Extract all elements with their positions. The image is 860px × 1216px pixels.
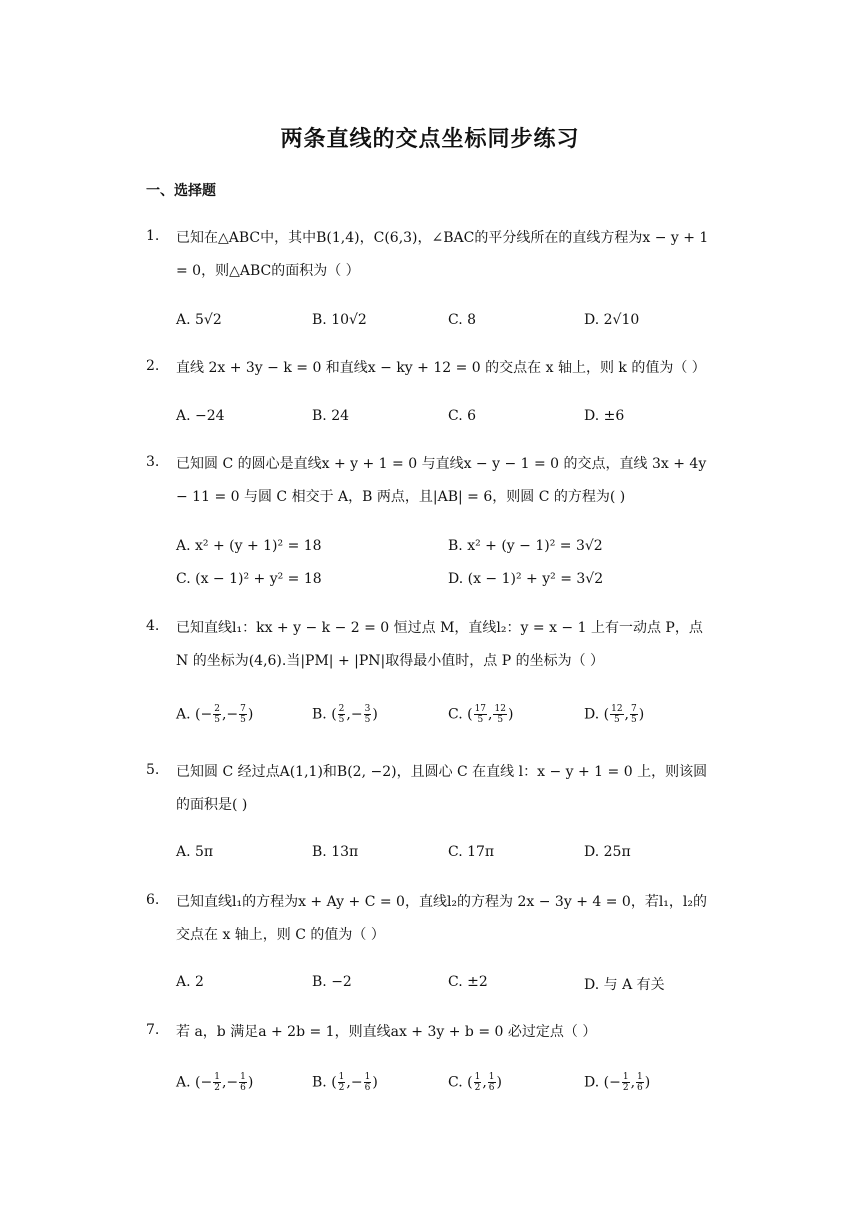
question-2 bbox=[146, 352, 716, 385]
option-d: D. (x − 1)² + y² = 3√2 bbox=[448, 571, 604, 587]
denominator: 5 bbox=[240, 715, 246, 725]
numerator: 17 bbox=[474, 704, 487, 714]
option-a: A. 2 bbox=[176, 974, 204, 990]
sign: − bbox=[609, 1074, 621, 1091]
denominator: 6 bbox=[240, 1083, 246, 1093]
option-c: C. ( $\frac{1}{2}$ , $\frac{1}{6}$ ) bbox=[448, 1072, 502, 1093]
numerator: 1 bbox=[488, 1072, 495, 1082]
option-prefix: A. ( bbox=[176, 1074, 201, 1091]
sign: − bbox=[226, 706, 239, 723]
question-4 bbox=[146, 612, 716, 678]
question-number: 6. bbox=[146, 892, 160, 908]
option-c: C. 6 bbox=[448, 408, 477, 424]
numerator: 1 bbox=[474, 1072, 481, 1082]
option-b: B. x² + (y − 1)² = 3√2 bbox=[448, 538, 603, 554]
option-a: A. x² + (y + 1)² = 18 bbox=[176, 538, 322, 554]
question-text: 已知圆 C 经过点A(1,1)和B(2, −2)，且圆心 C 在直线 l：x − y + 1 = 0 上，则该圆的面积是( ) bbox=[176, 764, 708, 813]
option-c: C. 8 bbox=[448, 312, 477, 328]
denominator: 2 bbox=[338, 1083, 345, 1093]
option-c: C. ±2 bbox=[448, 974, 488, 990]
fraction bbox=[610, 704, 623, 725]
question-number: 5. bbox=[146, 762, 160, 778]
sign: − bbox=[350, 1074, 363, 1091]
question-3 bbox=[146, 448, 716, 514]
denominator: 5 bbox=[477, 715, 484, 725]
denominator: 5 bbox=[613, 715, 620, 725]
fraction bbox=[488, 1072, 496, 1093]
page-title: 两条直线的交点坐标同步练习 bbox=[280, 127, 580, 152]
denominator: 2 bbox=[474, 1083, 481, 1093]
section-heading: 一、选择题 bbox=[146, 183, 216, 199]
option-prefix: C. ( bbox=[448, 706, 473, 723]
denominator: 5 bbox=[214, 715, 220, 725]
option-d: D. 与 A 有关 bbox=[584, 977, 665, 993]
fraction bbox=[474, 1072, 482, 1093]
fraction bbox=[239, 1072, 247, 1093]
question-number: 7. bbox=[146, 1022, 160, 1038]
fraction bbox=[338, 1072, 346, 1093]
fraction bbox=[213, 704, 221, 725]
option-prefix: C. ( bbox=[448, 1074, 473, 1091]
question-number: 3. bbox=[146, 454, 160, 470]
question-number: 2. bbox=[146, 358, 160, 374]
numerator: 1 bbox=[637, 1072, 643, 1082]
numerator: 12 bbox=[611, 704, 623, 714]
option-d: D. (− $\frac{1}{2}$ , $\frac{1}{6}$ ) bbox=[584, 1072, 651, 1093]
fraction bbox=[493, 704, 506, 725]
fraction bbox=[630, 704, 638, 725]
option-b: B. 24 bbox=[312, 408, 350, 424]
question-text: 已知直线l₁的方程为x + Ay + C = 0，直线l₂的方程为 2x − 3y + 4 = 0，若l₁，l₂的交点在 x 轴上，则 C 的值为（ ） bbox=[176, 894, 707, 943]
option-prefix: B. ( bbox=[312, 706, 337, 723]
option-prefix: D. ( bbox=[584, 1074, 610, 1091]
denominator: 6 bbox=[364, 1083, 371, 1093]
sign: − bbox=[200, 706, 213, 723]
denominator: 5 bbox=[364, 715, 371, 725]
numerator: 12 bbox=[494, 704, 506, 714]
question-number: 1. bbox=[146, 228, 160, 244]
option-d: D. 25π bbox=[584, 844, 631, 860]
sign: − bbox=[226, 1074, 239, 1091]
numerator: 1 bbox=[214, 1072, 220, 1082]
option-b: B. ( $\frac{1}{2}$ ,− $\frac{1}{6}$ ) bbox=[312, 1072, 378, 1093]
fraction bbox=[364, 1072, 372, 1093]
question-7 bbox=[146, 1016, 716, 1049]
fraction bbox=[622, 1072, 630, 1093]
option-b: B. 10√2 bbox=[312, 312, 367, 328]
numerator: 2 bbox=[338, 704, 345, 714]
option-a: A. (− $\frac{1}{2}$ ,− $\frac{1}{6}$ ) bbox=[176, 1072, 254, 1093]
denominator: 5 bbox=[631, 715, 637, 725]
option-c: C. (x − 1)² + y² = 18 bbox=[176, 571, 322, 587]
option-prefix: D. ( bbox=[584, 706, 610, 723]
question-number: 4. bbox=[146, 618, 160, 634]
numerator: 1 bbox=[622, 1072, 629, 1082]
fraction bbox=[239, 704, 247, 725]
fraction bbox=[338, 704, 346, 725]
question-6 bbox=[146, 886, 716, 952]
denominator: 6 bbox=[488, 1083, 495, 1093]
fraction bbox=[636, 1072, 644, 1093]
question-text: 已知在△ABC中，其中B(1,4)，C(6,3)，∠BAC的平分线所在的直线方程为x − y + 1 = 0，则△ABC的面积为（ ） bbox=[176, 230, 709, 279]
question-5 bbox=[146, 756, 716, 822]
option-d: D. 2√10 bbox=[584, 312, 640, 328]
option-b: B. ( $\frac{2}{5}$ ,− $\frac{3}{5}$ ) bbox=[312, 704, 378, 725]
denominator: 5 bbox=[497, 715, 504, 725]
fraction bbox=[364, 704, 372, 725]
numerator: 1 bbox=[338, 1072, 345, 1082]
option-b: B. −2 bbox=[312, 974, 352, 990]
question-text: 直线 2x + 3y − k = 0 和直线x − ky + 12 = 0 的交点在 x 轴上，则 k 的值为（ ） bbox=[176, 360, 706, 376]
option-a: A. 5√2 bbox=[176, 312, 222, 328]
fraction bbox=[213, 1072, 221, 1093]
question-1 bbox=[146, 222, 716, 288]
option-d: D. ±6 bbox=[584, 408, 625, 424]
question-text: 已知直线l₁：kx + y − k − 2 = 0 恒过点 M，直线l₂：y = x − 1 上有一动点 P，点 N 的坐标为(4,6).当|PM| + |PN|取得最小值时，点 P 的坐标为（ ） bbox=[176, 620, 703, 669]
option-a: A. 5π bbox=[176, 844, 214, 860]
sign: − bbox=[200, 1074, 213, 1091]
question-text: 若 a，b 满足a + 2b = 1，则直线ax + 3y + b = 0 必过定点（ ） bbox=[176, 1024, 597, 1040]
option-c: C. ( $\frac{17}{5}$ , $\frac{12}{5}$ ) bbox=[448, 704, 514, 725]
fraction bbox=[474, 704, 487, 725]
question-text: 已知圆 C 的圆心是直线x + y + 1 = 0 与直线x − y − 1 = 0 的交点，直线 3x + 4y − 11 = 0 与圆 C 相交于 A，B 两点，且|AB| = 6，则圆 C 的方程为( ) bbox=[176, 456, 707, 505]
option-a: A. −24 bbox=[176, 408, 225, 424]
denominator: 5 bbox=[338, 715, 345, 725]
denominator: 2 bbox=[622, 1083, 629, 1093]
numerator: 7 bbox=[631, 704, 637, 714]
option-prefix: B. ( bbox=[312, 1074, 337, 1091]
option-prefix: A. ( bbox=[176, 706, 201, 723]
option-b: B. 13π bbox=[312, 844, 359, 860]
numerator: 7 bbox=[240, 704, 246, 714]
denominator: 2 bbox=[214, 1083, 220, 1093]
numerator: 2 bbox=[214, 704, 220, 714]
option-a: A. (− $\frac{2}{5}$ ,− $\frac{7}{5}$ ) bbox=[176, 704, 254, 725]
denominator: 6 bbox=[637, 1083, 643, 1093]
numerator: 1 bbox=[240, 1072, 246, 1082]
sign: − bbox=[350, 706, 363, 723]
numerator: 1 bbox=[364, 1072, 371, 1082]
option-c: C. 17π bbox=[448, 844, 495, 860]
numerator: 3 bbox=[364, 704, 371, 714]
option-d: D. ( $\frac{12}{5}$ , $\frac{7}{5}$ ) bbox=[584, 704, 645, 725]
